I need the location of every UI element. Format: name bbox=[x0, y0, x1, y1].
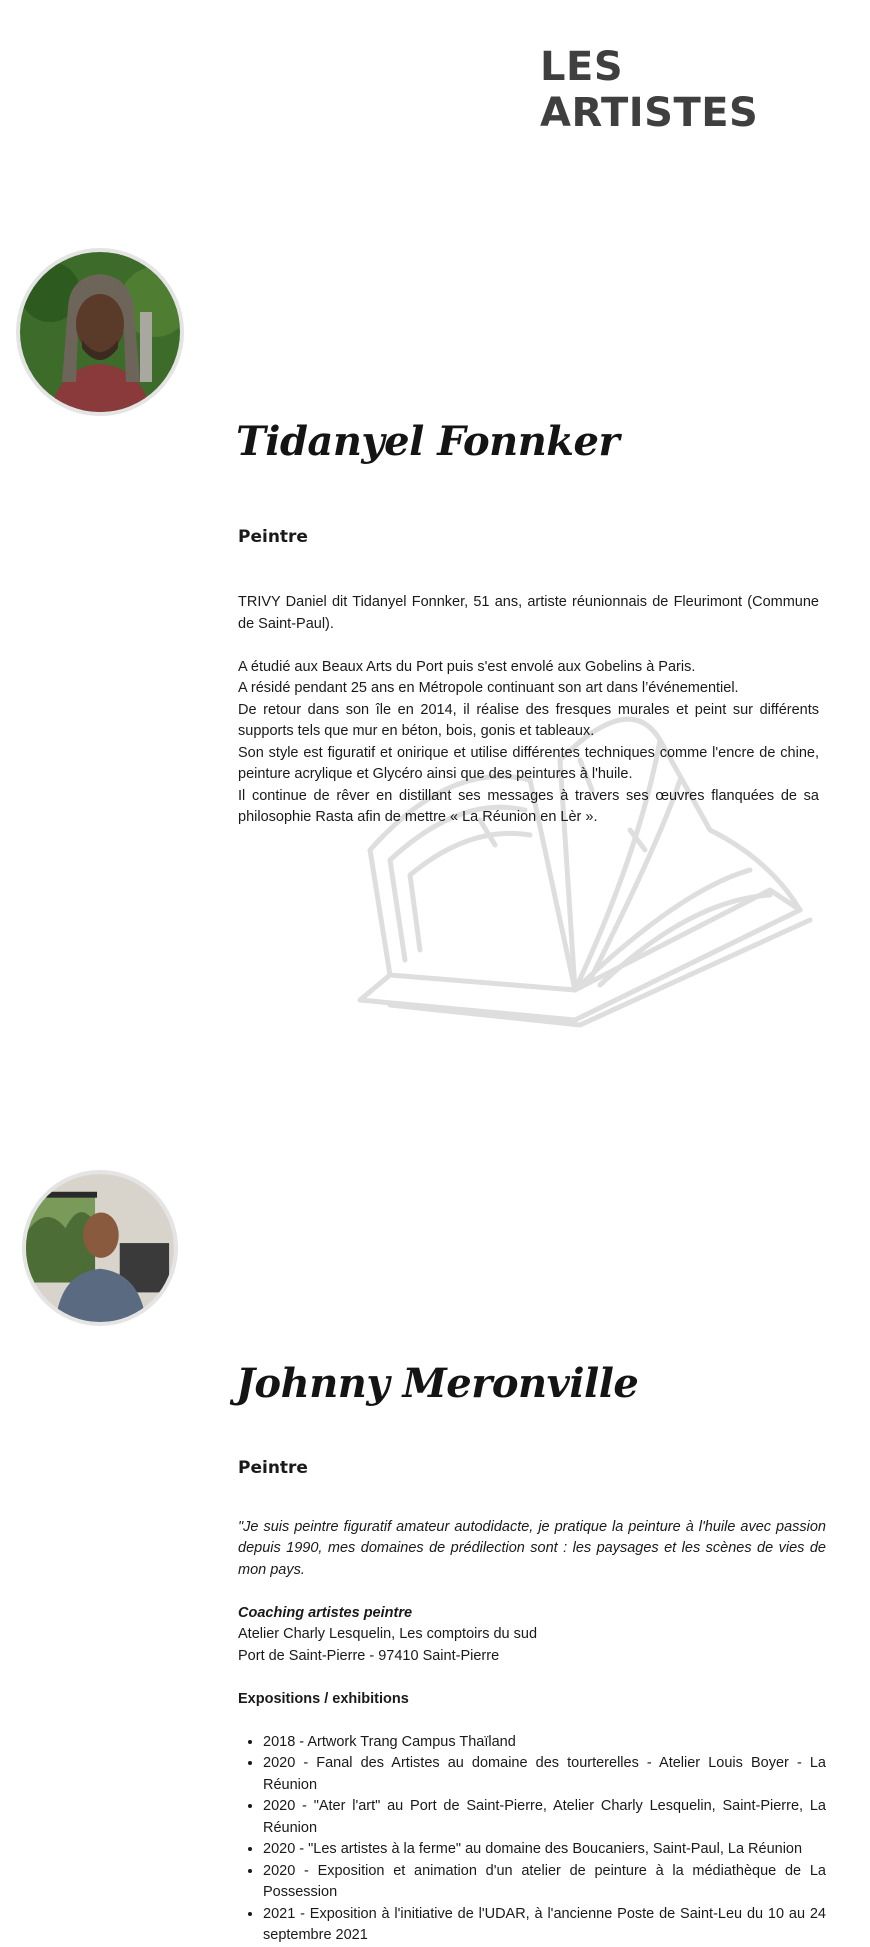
list-item: • 2020 - "Ater l'art" au Port de Saint-Pierre, Atelier Charly Lesquelin, Saint-Pierre, La Réunion bbox=[263, 1796, 826, 1839]
coaching-title: Coaching artistes peintre bbox=[238, 1604, 413, 1621]
portrait-photo bbox=[26, 1174, 174, 1322]
portrait-photo bbox=[20, 252, 180, 412]
bio-line: A résidé pendant 25 ans en Métropole continuant son art dans l’événementiel. bbox=[238, 680, 739, 696]
avatar-johnny-meronville bbox=[22, 1170, 178, 1326]
page-title: LES ARTISTES bbox=[540, 44, 759, 136]
list-item: • 2021 - Exposition à l'initiative de l'UDAR, à l'ancienne Poste de Saint-Leu du 10 au 24 septembre 2021 bbox=[263, 1904, 826, 1947]
expositions-title: Expositions / exhibitions bbox=[238, 1690, 409, 1707]
bio-line: Son style est figuratif et onirique et utilise différentes techniques comme l'encre de chine, peinture acrylique et Glycéro ainsi que des peintures à l'huile. bbox=[238, 744, 819, 782]
list-item: • 2018 - Artwork Trang Campus Thaïland bbox=[263, 1732, 826, 1754]
artist-bio bbox=[238, 592, 819, 829]
list-item: • 2020 - "Les artistes à la ferme" au domaine des Boucaniers, Saint-Paul, La Réunion bbox=[263, 1839, 826, 1861]
coaching-line: Port de Saint-Pierre - 97410 Saint-Pierre bbox=[238, 1647, 500, 1664]
bio-line: A étudié aux Beaux Arts du Port puis s'est envolé aux Gobelins à Paris. bbox=[238, 658, 696, 675]
artist-role: Peintre bbox=[238, 527, 308, 547]
bio-intro: TRIVY Daniel dit Tidanyel Fonnker, 51 ans, artiste réunionnais de Fleurimont (Commune de Saint-Paul). bbox=[238, 594, 819, 632]
artist-role: Peintre bbox=[238, 1457, 308, 1478]
bio-line: De retour dans son île en 2014, il réalise des fresques murales et peint sur différents supports tels que mur en béton, bois, gonis et tableaux. bbox=[238, 701, 819, 739]
coaching-line: Atelier Charly Lesquelin, Les comptoirs du sud bbox=[238, 1626, 538, 1642]
bio-line: Il continue de rêver en distillant ses messages à travers ses œuvres flanquées de sa philosophie Rasta afin de mettre « La Réunion en Lèr ». bbox=[238, 787, 819, 825]
list-item: • 2020 - Fanal des Artistes au domaine des tourterelles - Atelier Louis Boyer - La Réunion bbox=[263, 1753, 826, 1796]
artist-name: Johnny Meronville bbox=[236, 1359, 639, 1407]
artist-details bbox=[238, 1517, 826, 1947]
avatar-tidanyel-fonnker bbox=[16, 248, 184, 416]
list-item: • 2020 - Exposition et animation d'un atelier de peinture à la médiathèque de La Possession bbox=[263, 1861, 826, 1904]
expositions-list bbox=[238, 1732, 826, 1947]
artist-name: Tidanyel Fonnker bbox=[236, 418, 620, 465]
artist-quote: "Je suis peintre figuratif amateur autodidacte, je pratique la peinture à l'huile avec passion depuis 1990, mes domaines de prédilection sont : les paysages et les scènes de vies de mon pays. bbox=[238, 1518, 826, 1578]
